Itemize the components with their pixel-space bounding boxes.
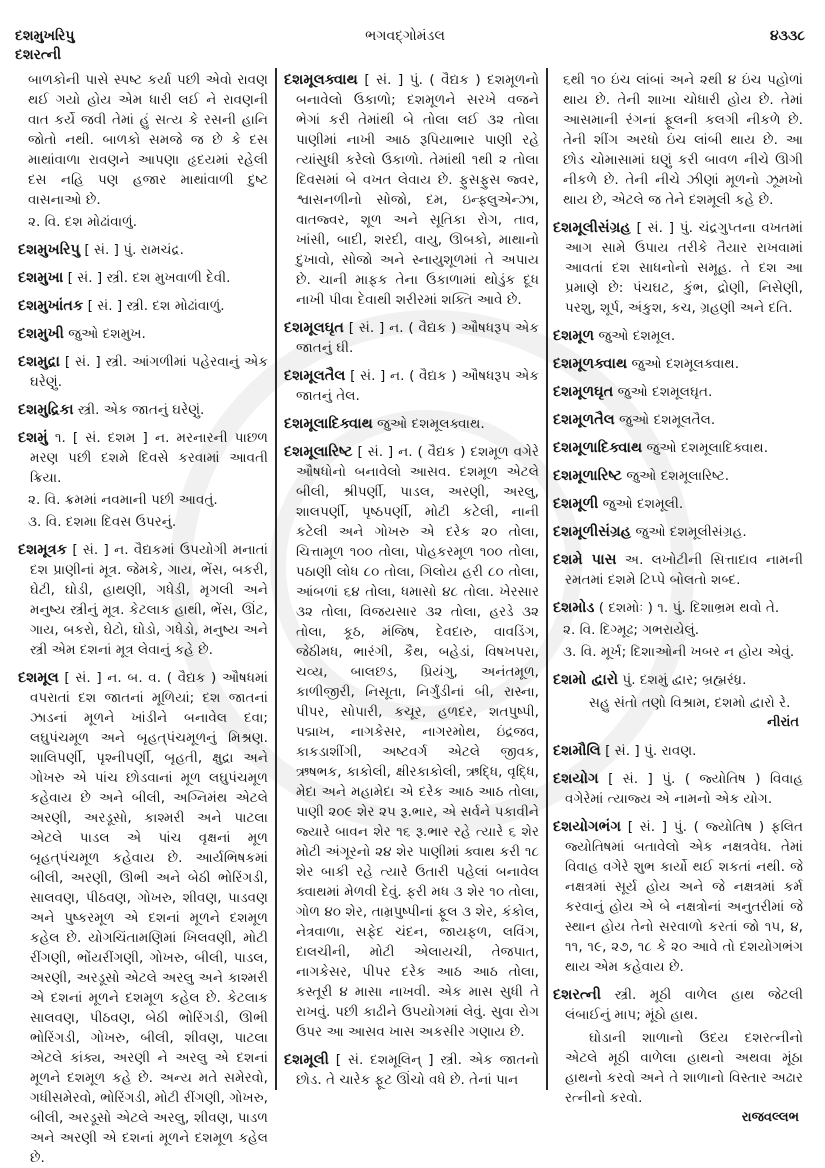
dictionary-entry [18,540,268,660]
definition: [ સં. ] સ્ત્રી. દશ મોઢાંવાળું. [87,298,225,314]
definition: ૧. [ સં. દશમ ] ન. મરનારની પાછળ મરણ પછી દશમે દિવસે કરવામાં આવતી ક્રિયા. [30,430,268,486]
headword: દશમૂલક્વાથ [284,71,358,88]
dictionary-entry [18,240,268,260]
dictionary-entry [553,670,803,690]
definition: અ. લખોટીની સિત્તાદાવ નામની રમતમાં દશમે ટિપ્પે બોલતો શબ્દ. [565,552,804,588]
dictionary-entry [284,318,539,358]
headword: દશમૂલાદિક્વાથ [284,415,373,432]
dictionary-entry [553,326,803,346]
definition: [ સં. ] ન. ( વૈદ્યક ) દશમૂળ વગેરે ઔષધોનો બનાવેલો આસવ. દશમૂળ એટલે બીલી, શ્રીપર્ણી, પાડલ, અરણી, અરલુ, શાલપર્ણી, પૃષ્ઠપર્ણી, મોટી કટેલી, નાની કટેલી અને ગોખરુ એ દરેક ૨૦ તોલા, ચિત્તામૂળ ૧૦૦ તોલા, પોહકરમૂળ ૧૦૦ તોલા, પઠાણી લોધ ૮૦ તોલા, ગિલોય હરી ૮૦ તોલા, આંબળાં ૬૪ તોલા, ધમાસો ૪૮ તોલા. ખેરસાર ૩૨ તોલા, વિજયસાર ૩૨ તોલા, હરડે ૩૨ તોલા, કૂઠ, મંજિષ, દેવદારુ, વાવડિંગ, જેઠીમધ, ભારંગી, કૈથ, બહેડાં, વિષખપરા, ચવ્ય, બાલછડ, પ્રિયંગુ, અનંતમૂળ, કાળીજીરી, નિસૂતા, નિર્ગુંડીનાં બી, રાસ્ના, પીપર, સોપારી, કચૂર, હળદર, શતપુષ્પી, પદ્માખ, નાગકેસર, નાગરમોથ, ઇંદ્રજવ, કાકડાશીંગી, અષ્ટવર્ગ એટલે જીવક, ઋષભક, કાકોલી, ક્ષીરકાકોલી, ઋદ્ધિ, વૃદ્ધિ, મેદા અને મહામેદા એ દરેક આઠ આઠ તોલા, પાણી ૨૦૯ શેર ૨૫ રૂ.ભાર, એ સર્વને પકાવીને જ્યારે બાવન શેર ૧૬ રૂ.ભાર રહે ત્યારે ૬ શેર મોટી અંગૂરનો ૨૪ શેર પાણીમાં ક્વાથ કરી ૧૮ શેર બાકી રહે ત્યારે ઉતારી પહેલાં બનાવેલ ક્વાથમાં મેળવી દેવું. ફરી મધ ૩ શેર ૧૦ તોલા, ગોળ ૪૦ શેર, તામ્રપુષ્પીનાં ફૂલ ૩ શેર, કંકોલ, નેત્રવાળા, સફેદ ચંદન, જાયફળ, લવિંગ, દાલચીની, મોટી એલાયચી, તેજપાત, નાગકેસર, પીપર દરેક આઠ આઠ તોલા, કસ્તૂરી ૪ માસા નાખવી. એક માસ સુધી તે રાખવું. પછી કાઢીને ઉપયોગમાં લેવું. સુવા રોગ ઉપર આ આસવ ખાસ અકસીર ગણાય છે. [296,444,539,1040]
entry-sense: ૩. વિ. મૂર્ખ; દિશાઓની ખબર ન હોય એવું. [563,644,795,660]
headword: દશમૂળી [553,495,599,512]
column-1 [18,70,268,1168]
dictionary-entry [284,414,539,434]
definition: ( દશમોઃ ) ૧. પું. દિશાભ્રમ થવો તે. [598,600,780,616]
definition: [ સં. ] ન. વૈદ્યકમાં ઉપયોગી મનાતાં દશ પ્રાણીનાં મૂત્ર. જેમકે, ગાય, ભેંસ, બકરી, ઘેટી, ઘોડી, હાથણી, ગધેડી, મૃગલી અને મનુષ્ય સ્ત્રીનું મૂત્ર. કેટલાક હાથી, ભેંસ, ઊંટ, ગાય, બકરો, ઘેટો, ઘોડો, ગધેડો, મનુષ્ય અને સ્ત્રી એમ દશનાં મૂત્ર લેવાનું કહે છે. [30,542,268,658]
dictionary-entry [18,268,268,288]
dictionary-entry [553,741,803,761]
definition: જુઓ દશમૂલીસંગ્રહ. [635,524,747,540]
definition: [ સં. ] પું. ( વૈદ્યક ) દશમૂળનો બનાવેલો ઉકાળો; દશમૂળને સરખે વજને ભેગાં કરી તેમાંથી બે તોલા લઈ ૩૨ તોલા પાણીમાં નાખી આઠ રૂપિયાભાર પાણી રહે ત્યાંસુધી કરેલો ઉકાળો. તેમાંથી ૧થી ૨ તોલા દિવસમાં બે વખત લેવાય છે. ફુસફુસ જ્વર, શ્વાસનળીનો સોજો, દમ, ઇન્ફ્લુએન્ઝા, વાતજ્વર, શૂળ અને સૂતિકા રોગ, તાવ, ખાંસી, બાદી, શરદી, વાયુ, ઊબકો, માથાનો દુખાવો, સોજો અને સ્નાયુશૂળમાં તે અપાય છે. ચાની માફક તેના ઉકાળામાં થોડુંક દૂધ નાખી પીવા દેવાથી શરીરમાં શક્તિ આવે છે. [296,72,539,308]
headword: દશમૌલિ [553,742,601,759]
headword: દશમૂલી [284,1051,329,1068]
dictionary-entry [553,354,803,374]
dictionary-entry [284,366,539,406]
headword: દશમૂળાદિક્વાથ [553,439,643,456]
dictionary-entry [18,428,268,488]
headword: દશમૂત્રક [18,541,67,558]
dictionary-entry [553,410,803,430]
citation-quote: ઘોડાની શાળાનો ઉદય દશરત્નીનો એટલે મૂઠી વાળેલા હાથનો અથવા મૂંઠા હાથનો કરવો અને તે શાળાનો વિસ્તાર અઢાર રત્નીનો કરવો. [565,1030,803,1106]
headword: દશમો દ્વારો [553,671,619,688]
dictionary-entry [18,400,268,420]
definition: જુઓ દશમૂલતૈલ. [619,412,716,428]
definition: [ સં. ] ન. ( વૈદ્યક ) ઔષધરૂપ એક જાતનું તેલ. [296,368,539,404]
headword: દશમુખી [18,325,64,342]
dictionary-entry [553,769,803,809]
entry-sense: ૨. વિ. દિગ્મૂઢ; ગભરાયેલું. [563,622,700,638]
dictionary-entry [553,438,803,458]
definition: જુઓ દશમૂલારિષ્ટ. [626,468,730,484]
dictionary-entry [553,382,803,402]
dictionary-entry [553,218,803,318]
dictionary-entry [553,598,803,618]
dictionary-entry [18,668,268,1168]
headword: દશમુખરિપુ [18,241,81,258]
definition: [ સં. ] સ્ત્રી. દશ મુખવાળી દેવી. [67,270,231,286]
definition: પું. દશમું દ્વાર; બ્રહ્મરંધ્ર. [622,672,747,688]
definition: જુઓ દશમૂલાદિક્વાથ. [646,440,769,456]
dictionary-entry [284,442,539,1042]
dictionary-entry [18,296,268,316]
headword: દશમૂલતૈલ [284,367,346,384]
definition: [ સં. ] સ્ત્રી. આંગળીમાં પહેરવાનું એક ઘરેણું. [30,354,268,390]
definition: જુઓ દશમૂલક્વાથ. [377,416,485,432]
headword: દશમૂળારિષ્ટ [553,467,622,484]
headword: દશમે પાસ [553,551,617,568]
definition: જુઓ દશમૂલી. [602,496,684,512]
headword: દશમુદ્રા [18,353,60,370]
headword: દશમું [18,429,48,446]
headword: દશમૂલીસંગ્રહ [553,219,631,236]
headword: દશમૂળીસંગ્રહ [553,523,632,540]
headword: દશમૂલઘૃત [284,319,344,336]
headword: દશરત્ની [553,986,602,1003]
headword: દશમૂળઘૃત [553,383,614,400]
column-divider [546,68,548,1090]
dictionary-entry [18,324,268,344]
headword: દશમુખા [18,269,64,286]
definition: [ સં. ] પું. રામચંદ્ર. [84,242,184,258]
column-3 [553,70,803,1128]
headword: દશમૂળતૈલ [553,411,615,428]
entry-sense: ૩. વિ. દશમા દિવસ ઉપરનું. [28,514,177,530]
citation-source: નીરાંત [767,715,799,730]
entry-continuation: બાળકોની પાસે સ્પષ્ટ કર્યા પછી એવો રાવણ થઈ ગયો હોય એમ ધારી લઈ ને રાવણની વાત કર્યે જવી તેમાં હું સત્ય કે રસની હાનિ જોતો નથી. બાળકો સમજે જ છે કે દસ માથાંવાળા રાવણને આપણા હૃદયમાં રહેલી દસ નહિ પણ હજાર માથાંવાળી દુષ્ટ વાસનાઓ છે. [28,72,268,208]
headword: દશમૂલારિષ્ટ [284,443,353,460]
citation-quote: સહુ સંતો તણો વિશ્રામ, દશમો દ્વારો રે. [589,695,791,711]
citation-source: રાજવલ્લભ [741,1110,799,1125]
headword: દશયોગભંગ [553,818,621,835]
entry-continuation: ૬થી ૧૦ ઇંચ લાંબાં અને ૨થી ૪ ઇંચ પહોળાં થાય છે. તેની શાખા ચોધારી હોય છે. તેમાં આસમાની રંગનાં ફૂલની કલગી નીકળે છે. તેની શીંગ અરધો ઇંચ લાંબી થાય છે. આ છોડ ચોમાસામાં ઘણું કરી બાવળ નીચે ઊગી નીકળે છે. તેની નીચે ઝીણાં મૂળનો ઝૂમખો થાય છે, એટલે જ તેને દશમૂલી કહે છે. [563,72,803,208]
definition: [ સં. ] પું. ( જ્યોતિષ ) ફલિત જ્યોતિષમાં બતાવેલો એક નક્ષત્રવેધ. તેમાં વિવાહ વગેરે શુભ કાર્યો થઈ શકતાં નથી. જે નક્ષત્રમાં સૂર્ય હોય અને જે નક્ષત્રમાં કર્મ કરવાનું હોય એ બે નક્ષત્રોનાં અનુતરીમાં જે સ્થાન હોય તેનો સરવાળો કરતાં જો ૧૫, ૪, ૧૧, ૧૯, ૨૭, ૧૮ કે ૨૦ આવે તો દશયોગભંગ થાય એમ કહેવાય છે. [565,819,803,975]
definition: [ સં. ] પું. ( જ્યોતિષ ) વિવાહ વગેરેમાં ત્યાજ્ય એ નામનો એક યોગ. [565,771,803,807]
headword: દશમુદ્રિકા [18,401,74,418]
dictionary-entry [553,522,803,542]
book-title: ભગવદ્‌ગોમંડલ [365,28,445,44]
entry-sense: ૨. વિ. દશ મોઢાંવાળું. [28,214,138,230]
dictionary-entry [553,494,803,514]
guide-word-last: દશરત્ની [15,47,62,63]
column-divider [275,68,277,1090]
definition: [ સં. ] પું. રાવણ. [605,743,697,759]
definition: જુઓ દશમૂલઘૃત. [617,384,713,400]
headword: દશયોગ [553,770,599,787]
dictionary-entry [553,550,803,590]
headword: દશમૂળક્વાથ [553,355,628,372]
headword: દશમોડ [553,599,595,616]
definition: [ સં. ] ન. બ. વ. ( વૈદ્યક ) ઔષધમાં વપરાતાં દશ જાતનાં મૂળિયાં; દશ જાતનાં ઝાડનાં મૂળને ખાંડીને બનાવેલ દવા; લઘુપંચમૂળ અને બૃહત્‌પંચમૂળનું મિશ્રણ. શાલિપર્ણી, પૃશ્નીપર્ણી, બૃહતી, ક્ષુદ્રા અને ગોખરુ એ પાંચ છોડવાનાં મૂળ લઘુપંચમૂળ કહેવાય છે અને બીલી, અગ્નિમંથ એટલે અરણી, અરડૂસો, કાશ્મરી અને પાટલા એટલે પાડલ એ પાંચ વૃક્ષનાં મૂળ બૃહત્‌પંચમૂળ કહેવાય છે. આર્યભિષકમાં બીલી, અરણી, ઊભી અને બેઠી ભોરિંગડી, સાલવણ, પીઠવણ, ગોખરુ, શીવણ, પાડવણ અને પુષ્કરમૂળ એ દશનાં મૂળને દશમૂળ કહેલ છે. યોગચિંતામણિમાં ખિલવણી, મોટી રીંગણી, ભોંયરીંગણી, ગોખરુ, બીલી, પાડલ, અરણી, અરડૂસો એટલે અરલુ અને કાશ્મરી એ દશનાં મૂળને દશમૂળ કહેલ છે. કેટલાક સાલવણ, પીઠવણ, બેઠી ભોરિંગડી, ઊભી ભોરિંગડી, ગોખરુ, બીલી, શીવણ, પાટલા એટલે કાંક્ય, અરણી ને અરલુ એ દશનાં મૂળને દશમૂળ કહે છે. અન્ય મતે સમેરવો, ગધીસમેરવો, ભોરિંગડી, મોટી રીંગણી, ગોખરુ, બીલી, અરડૂસો એટલે અરલુ, શીવણ, પાડળ અને અરણી એ દશનાં મૂળને દશમૂળ કહેલ છે. [30,670,268,1166]
definition: [ સં. ] ન. ( વૈદ્યક ) ઔષધરૂપ એક જાતનું ઘી. [296,320,539,356]
dictionary-entry [553,466,803,486]
headword: દશમૂળ [553,327,595,344]
headword: દશમૂલ [18,669,59,686]
entry-sense: ૨. વિ. ક્રમમાં નવમાની પછી આવતું. [28,492,218,508]
column-2 [284,70,539,1090]
dictionary-entry [553,985,803,1025]
definition: જુઓ દશમુખ. [68,326,146,342]
definition: સ્ત્રી. મૂઠી વાળેલ હાથ જેટલી લંબાઈનું માપ; મૂંઠો હાથ. [565,987,803,1023]
page-number: ૪૩૩૮ [769,28,805,44]
definition: [ સં. દશમૂલિન્ ] સ્ત્રી. એક જાતનો છોડ. તે ચારેક ફૂટ ઊંચો વધે છે. તેનાં પાન [296,1052,539,1088]
definition: જુઓ દશમૂલ. [598,328,676,344]
dictionary-entry [284,1050,539,1090]
dictionary-entry [553,817,803,977]
dictionary-entry [18,352,268,392]
guide-word-first: દશમુખરિપુ [15,28,75,44]
headword: દશમુખાંતક [18,297,84,314]
definition: સ્ત્રી. એક જાતનું ઘરેણું. [77,402,205,418]
definition: જુઓ દશમૂલક્વાથ. [631,356,740,372]
dictionary-entry [284,70,539,310]
definition: [ સં. ] પું. ચંદ્રગુપ્તના વખતમાં આગ સામે ઉપાય તરીકે તૈયાર રાખવામાં આવતાં દશ સાધનોનો સમૂહ. તે દશ આ પ્રમાણે છે: પંચઘટ, કુંભ, દ્રોણી, નિસેણી, પરશુ, શૂર્પ, અંકુશ, કચ, ગ્રહણી અને દતિ. [565,220,803,316]
